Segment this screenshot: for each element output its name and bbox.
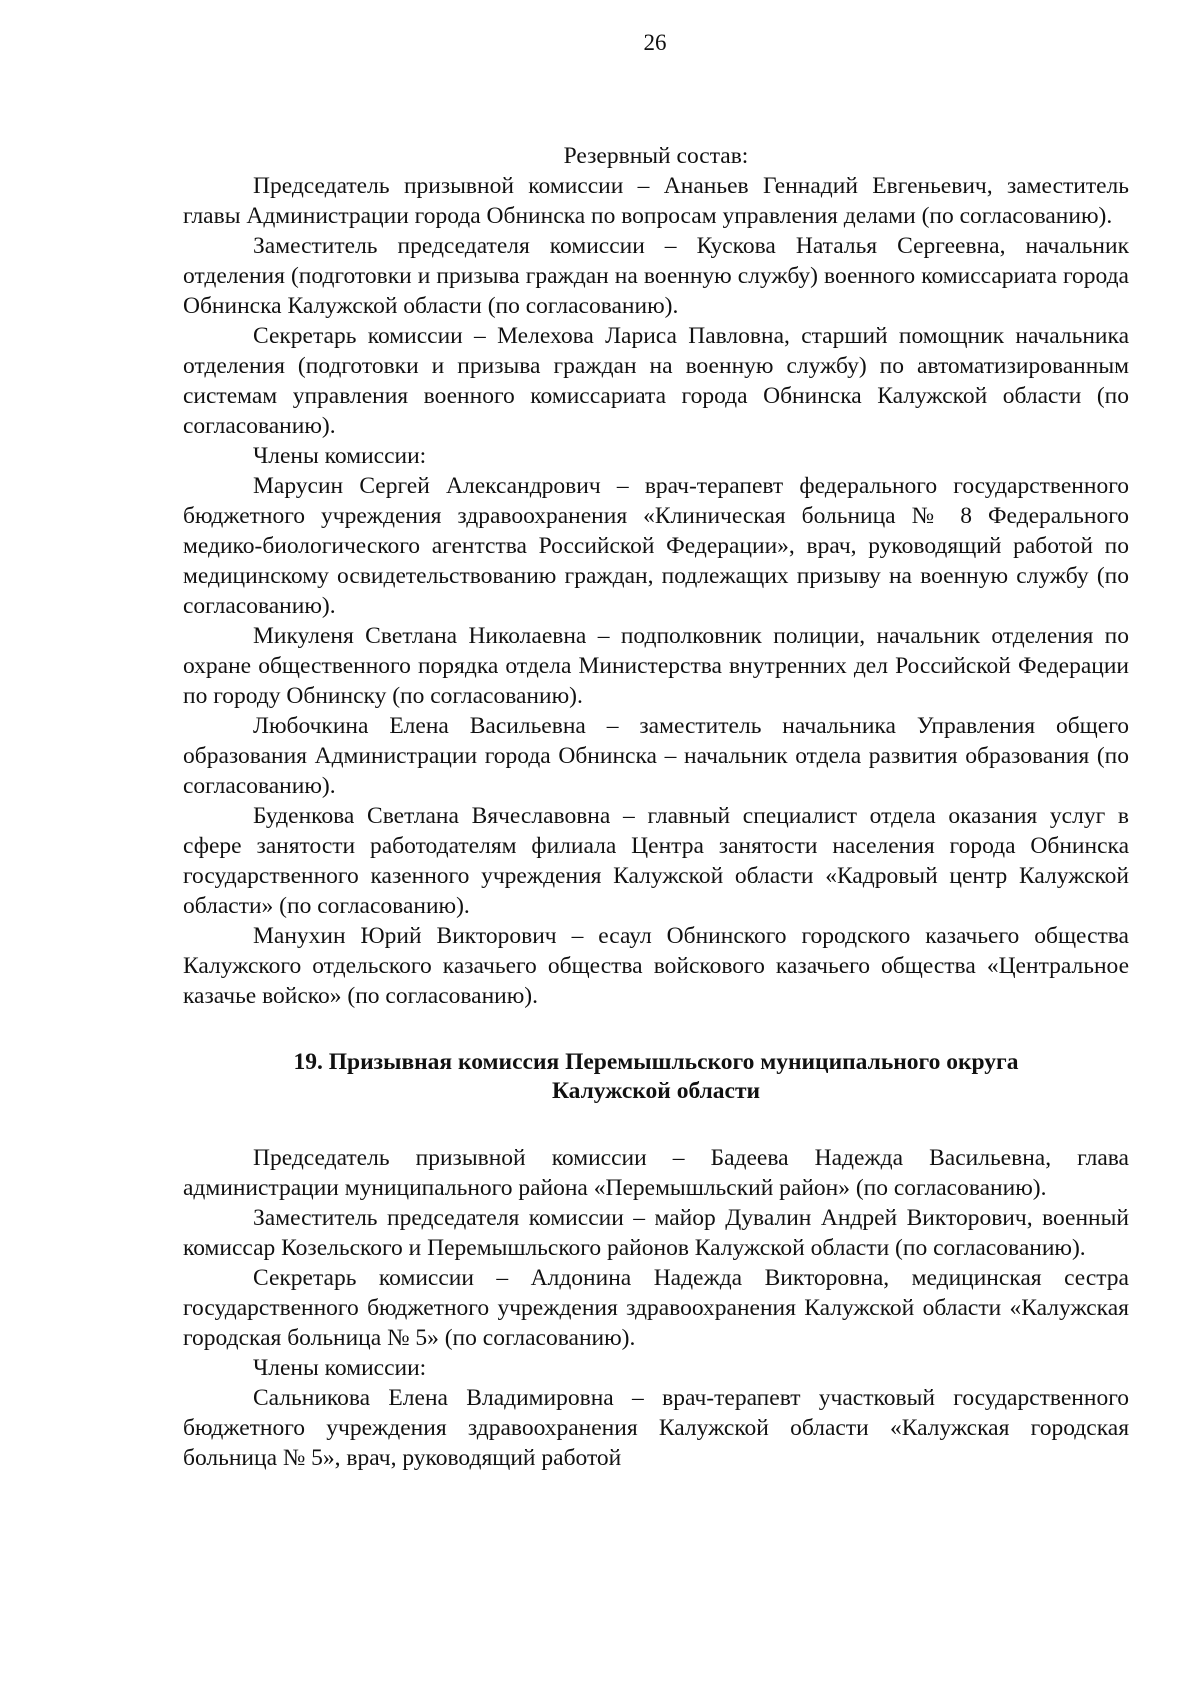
section-19-heading [183,1048,1129,1106]
section-19-secretary-paragraph: Секретарь комиссии – Алдонина Надежда Викторовна, медицинская сестра государственного бюджетного учреждения здравоохранения Калужской области «Калужская городская больница № 5» (по согласованию). [183,1265,1129,1351]
section-19-members-label: Члены комиссии: [253,1355,427,1381]
section-19-heading-line-1: 19. Призывная комиссия Перемышльского муниципального округа [293,1049,1019,1075]
section-19-chairman-paragraph: Председатель призывной комиссии – Бадеева Надежда Васильевна, глава администрации муниципального района «Перемышльский район» (по согласованию). [183,1145,1129,1201]
reserve-member-paragraph: Буденкова Светлана Вячеславовна – главный специалист отдела оказания услуг в сфере занятости работодателям филиала Центра занятости населения города Обнинска государственного казенного учреждения Калужской области «Кадровый центр Калужской области» (по согласованию). [183,803,1129,919]
reserve-chairman-paragraph: Председатель призывной комиссии – Ананьев Геннадий Евгеньевич, заместитель главы Администрации города Обнинска по вопросам управления делами (по согласованию). [183,173,1129,229]
reserve-member-paragraph: Микуленя Светлана Николаевна – подполковник полиции, начальник отделения по охране общественного порядка отдела Министерства внутренних дел Российской Федерации по городу Обнинску (по согласованию). [183,623,1129,709]
document-body [183,141,1129,1473]
reserve-member-paragraph: Любочкина Елена Васильевна – заместитель начальника Управления общего образования Администрации города Обнинска – начальник отдела развития образования (по согласованию). [183,713,1129,799]
reserve-member-paragraph: Манухин Юрий Викторович – есаул Обнинского городского казачьего общества Калужского отдельского казачьего общества войскового казачьего общества «Центральное казачье войско» (по согласованию). [183,923,1129,1009]
reserve-members-label: Члены комиссии: [253,443,427,469]
reserve-deputy-paragraph: Заместитель председателя комиссии – Кускова Наталья Сергеевна, начальник отделения (подготовки и призыва граждан на военную службу) военного комиссариата города Обнинска Калужской области (по согласованию). [183,233,1129,319]
section-19-member-paragraph: Сальникова Елена Владимировна – врач-терапевт участковый государственного бюджетного учреждения здравоохранения Калужской области «Калужская городская больница № 5», врач, руководящий работой [183,1385,1129,1471]
section-19-deputy-paragraph: Заместитель председателя комиссии – майор Дувалин Андрей Викторович, военный комиссар Козельского и Перемышльского районов Калужской области (по согласованию). [183,1205,1129,1261]
page-number: 26 [643,30,667,55]
section-19-heading-line-2: Калужской области [551,1078,761,1104]
reserve-secretary-paragraph: Секретарь комиссии – Мелехова Лариса Павловна, старший помощник начальника отделения (подготовки и призыва граждан на военную службу) по автоматизированным системам управления военного комиссариата города Обнинска Калужской области (по согласованию). [183,323,1129,439]
reserve-heading: Резервный состав: [563,143,749,169]
reserve-member-paragraph: Марусин Сергей Александрович – врач-терапевт федерального государственного бюджетного учреждения здравоохранения «Клиническая больница № 8 Федерального медико-биологического агентства Российской Федерации», врач, руководящий работой по медицинскому освидетельствованию граждан, подлежащих призыву на военную службу (по согласованию). [183,473,1129,619]
